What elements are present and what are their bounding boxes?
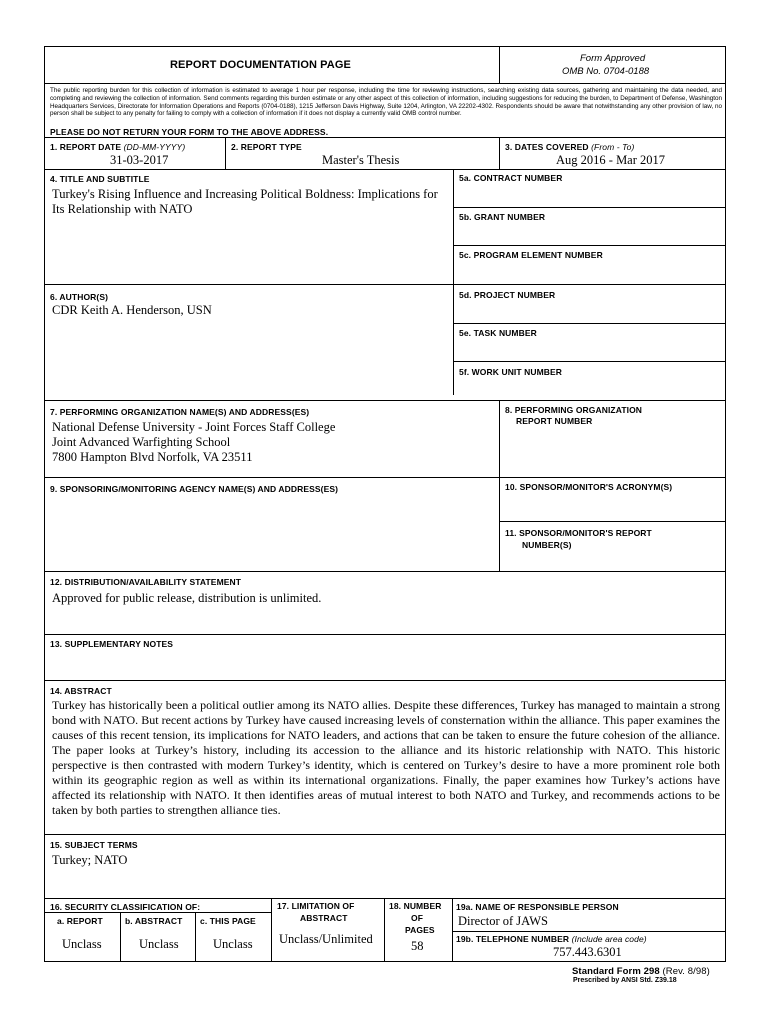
security-sub-divider — [44, 912, 271, 913]
perf-vdivider — [499, 400, 500, 571]
omb-number: OMB No. 0704-0188 — [562, 66, 650, 77]
work-unit-top — [453, 361, 726, 362]
grant-number-label: 5b. GRANT NUMBER — [459, 212, 546, 222]
dates-covered: Aug 2016 - Mar 2017 — [556, 153, 666, 167]
sec-report: Unclass — [62, 937, 102, 951]
title-line-2: Its Relationship with NATO — [52, 202, 193, 216]
grant-top — [453, 207, 726, 208]
sponsor-report-top — [499, 521, 726, 522]
dates-covered-label: 3. DATES COVERED (From - To) — [505, 142, 635, 152]
distribution-label: 12. DISTRIBUTION/AVAILABILITY STATEMENT — [50, 577, 242, 587]
burden-notice: The public reporting burden for this collection of information is estimated to average 1 hour per response, including the time for reviewing instructions, searching existing data sources, gathering and maintaining the data needed, and completing and reviewing the collection of information. Send comments regarding this burden estimate or any other aspect of this collection of information, including suggestions for reducing the burden, to Department of Defense, Washington Headquarters Services, Directorate for Information Operations and Reports (0704-0188), 1215 Jefferson Davis Highway, Suite 1204, Arlington, VA 22202-4302. Respondents should be aware that notwithstanding any other provision of law, no person shall be subject to any penalty for failing to comply with a collection of information if it does not display a currently valid OMB control number. — [50, 87, 722, 118]
security-v-a — [120, 912, 121, 962]
row1-top — [44, 137, 726, 138]
program-top — [453, 245, 726, 246]
supplementary-label: 13. SUPPLEMENTARY NOTES — [50, 639, 174, 649]
program-element-label: 5c. PROGRAM ELEMENT NUMBER — [459, 250, 603, 260]
limitation-label-2: ABSTRACT — [300, 913, 348, 923]
abstract: Turkey has historically been a political outlier among its NATO allies. Despite these differences, Turkey has managed to maintain a strong bond with NATO. But recent actions by Turkey have caused increasing levels of consternation within the alliance. This paper examines the causes of this recent tension, its implications for NATO leaders, and actions that can be taken to ensure the future cohesion of the alliance. The paper looks at Turkey’s history, including its accession to the alliance and its historic relationship with NATO. This historic perspective is then contrasted with modern Turkey’s identity, which is centered on Turkey’s desire to have a more prominent role both within its geographic region as well as within its international organizations. Finally, the paper examines how Turkey’s actions have affected its relationship with NATO. It then identifies areas of mutual interest to both NATO and Turkey, and recommends actions to be taken by both parties to strengthen alliance ties. — [52, 698, 720, 817]
supplementary-top — [44, 634, 726, 635]
row1-v2 — [499, 137, 500, 169]
responsible-label: 19a. NAME OF RESPONSIBLE PERSON — [456, 902, 619, 912]
project-number-label: 5d. PROJECT NUMBER — [459, 290, 556, 300]
performing-org-line-1: National Defense University - Joint Forces Staff College — [52, 420, 336, 434]
responsible-person: Director of JAWS — [458, 914, 548, 928]
pages-label-1: 18. NUMBER — [389, 901, 442, 911]
security-v-responsible — [452, 898, 453, 962]
author-top — [44, 284, 726, 285]
security-top — [44, 898, 726, 899]
distribution-top — [44, 571, 726, 572]
header-divider — [44, 83, 726, 84]
title-line-1: Turkey's Rising Influence and Increasing Political Boldness: Implications for — [52, 187, 438, 201]
performing-org-line-2: Joint Advanced Warfighting School — [52, 435, 231, 449]
sponsor-report-label-2: NUMBER(S) — [522, 540, 572, 550]
sec-report-label: a. REPORT — [57, 916, 103, 926]
sec-page: Unclass — [213, 937, 253, 951]
acronym-label: 10. SPONSOR/MONITOR'S ACRONYM(S) — [505, 482, 673, 492]
work-unit-label: 5f. WORK UNIT NUMBER — [459, 367, 563, 377]
security-v-limitation — [271, 898, 272, 962]
limitation-label-1: 17. LIMITATION OF — [277, 901, 355, 911]
row2-top — [44, 169, 726, 170]
sponsor-top — [44, 477, 726, 478]
perf-top — [44, 400, 726, 401]
performing-org-line-3: 7800 Hampton Blvd Norfolk, VA 23511 — [52, 450, 253, 464]
abstract-top — [44, 680, 726, 681]
pages-label-3: PAGES — [405, 925, 435, 935]
abstract-label: 14. ABSTRACT — [50, 686, 112, 696]
phone-top — [452, 931, 726, 932]
sec-abstract: Unclass — [139, 937, 179, 951]
pages: 58 — [411, 939, 424, 953]
author: CDR Keith A. Henderson, USN — [52, 303, 212, 317]
sec-page-label: c. THIS PAGE — [200, 916, 256, 926]
phone-label: 19b. TELEPHONE NUMBER (Include area code) — [456, 934, 647, 944]
title-label: 4. TITLE AND SUBTITLE — [50, 174, 150, 184]
contract-number-label: 5a. CONTRACT NUMBER — [459, 173, 563, 183]
subject-top — [44, 834, 726, 835]
performing-org-label: 7. PERFORMING ORGANIZATION NAME(S) AND ADDRESS(ES) — [50, 407, 310, 417]
header-vdivider — [499, 46, 500, 83]
security-label: 16. SECURITY CLASSIFICATION OF: — [50, 902, 201, 912]
do-not-return: PLEASE DO NOT RETURN YOUR FORM TO THE ABOVE ADDRESS. — [50, 127, 329, 137]
subject-terms: Turkey; NATO — [52, 853, 128, 867]
task-number-label: 5e. TASK NUMBER — [459, 328, 537, 338]
row1-v1 — [225, 137, 226, 169]
distribution: Approved for public release, distribution is unlimited. — [52, 591, 322, 605]
sponsoring-label: 9. SPONSORING/MONITORING AGENCY NAME(S) AND ADDRESS(ES) — [50, 484, 339, 494]
perf-report-label-1: 8. PERFORMING ORGANIZATION — [505, 405, 643, 415]
pages-label-2: OF — [411, 913, 424, 923]
subject-label: 15. SUBJECT TERMS — [50, 840, 138, 850]
security-v-b — [195, 912, 196, 962]
report-date: 31-03-2017 — [110, 153, 169, 167]
author-label: 6. AUTHOR(S) — [50, 292, 109, 302]
report-type-label: 2. REPORT TYPE — [231, 142, 302, 152]
page-title: REPORT DOCUMENTATION PAGE — [170, 59, 351, 71]
sec-abstract-label: b. ABSTRACT — [125, 916, 183, 926]
task-top — [453, 323, 726, 324]
limitation: Unclass/Unlimited — [279, 932, 373, 946]
prescribed-by: Prescribed by ANSI Std. Z39.18 — [573, 977, 677, 984]
security-v-pages — [384, 898, 385, 962]
standard-form: Standard Form 298 (Rev. 8/98) — [572, 966, 710, 977]
perf-report-label-2: REPORT NUMBER — [516, 416, 593, 426]
report-date-label: 1. REPORT DATE (DD-MM-YYYY) — [50, 142, 186, 152]
phone-number: 757.443.6301 — [553, 945, 622, 959]
form-approved: Form Approved — [580, 53, 646, 64]
sponsor-report-label-1: 11. SPONSOR/MONITOR'S REPORT — [505, 528, 652, 538]
report-type: Master's Thesis — [322, 153, 400, 167]
